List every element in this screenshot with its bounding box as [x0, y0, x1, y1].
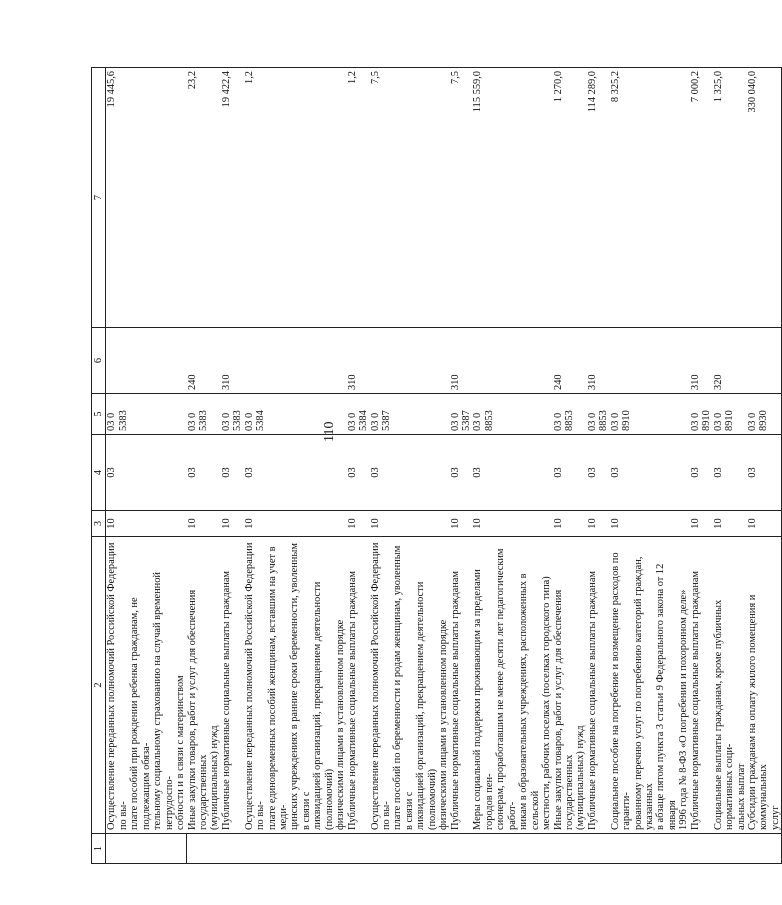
cell-section-code: 10 [553, 510, 587, 536]
cell-subsection-code: 03 [747, 434, 782, 510]
cell-amount: 114 289,0 [587, 67, 610, 327]
cell-expense-type-code [370, 327, 450, 393]
cell-amount: 7,5 [370, 67, 450, 327]
cell-empty [221, 834, 244, 864]
cell-section-code: 10 [450, 510, 473, 536]
cell-section-code: 10 [244, 510, 347, 536]
cell-subsection-code: 03 [370, 434, 450, 510]
cell-empty [747, 834, 782, 864]
cell-amount: 1 325,0 [713, 67, 747, 327]
table-row [244, 67, 347, 863]
cell-target-article-code: 03 0 5384 [347, 393, 370, 434]
cell-target-article-code: 03 0 5387 [450, 393, 473, 434]
cell-section-code: 10 [221, 510, 244, 536]
cell-subsection-code: 03 [106, 434, 187, 510]
cell-row-name: Социальные выплаты гражданам, кроме публичных нормативных соци- альных выплат [713, 536, 747, 833]
cell-expense-type-code [610, 327, 690, 393]
cell-amount: 8 325,2 [610, 67, 690, 327]
table-row [106, 67, 187, 863]
cell-amount: 330 040,0 [747, 67, 782, 327]
cell-empty [106, 834, 187, 864]
table-row [610, 67, 690, 863]
cell-empty [347, 834, 370, 864]
cell-subsection-code: 03 [587, 434, 610, 510]
cell-subsection-code: 03 [713, 434, 747, 510]
cell-section-code: 10 [713, 510, 747, 536]
cell-empty [370, 834, 450, 864]
cell-empty [450, 834, 473, 864]
cell-section-code: 10 [690, 510, 713, 536]
cell-target-article-code: 03 0 5387 [370, 393, 450, 434]
cell-row-name: Публичные нормативные социальные выплаты гражданам [690, 536, 713, 833]
cell-empty [610, 834, 690, 864]
cell-section-code: 10 [747, 510, 782, 536]
cell-row-name: Осуществление переданных полномочий Российской Федерации по вы- плате пособий по беременности и родам женщинам, уволенным в связи с ликвидацией организаций, прекращением деятельности (полномочий) физическими лицами в установленном порядке [370, 536, 450, 833]
cell-row-name: Иные закупки товаров, работ и услуг для обеспечения государственных (муниципальных) нужд [553, 536, 587, 833]
cell-target-article-code: 03 0 8930 [747, 393, 782, 434]
cell-target-article-code: 03 0 8853 [587, 393, 610, 434]
cell-expense-type-code: 310 [587, 327, 610, 393]
cell-subsection-code: 03 [553, 434, 587, 510]
cell-expense-type-code [472, 327, 552, 393]
table-row [347, 67, 370, 863]
cell-subsection-code: 03 [690, 434, 713, 510]
cell-amount: 1 270,0 [553, 67, 587, 327]
cell-target-article-code: 03 0 5383 [221, 393, 244, 434]
table-row [690, 67, 713, 863]
cell-target-article-code: 03 0 5383 [106, 393, 187, 434]
table-header-cell: 6 [92, 327, 106, 393]
table-row [472, 67, 552, 863]
table-row [370, 67, 450, 863]
table-body [106, 67, 782, 863]
table-header-cell: 3 [92, 510, 106, 536]
cell-section-code: 10 [610, 510, 690, 536]
table-row [221, 67, 244, 863]
cell-target-article-code: 03 0 5383 [187, 393, 221, 434]
cell-empty [244, 834, 347, 864]
table-header-cell: 4 [92, 434, 106, 510]
cell-amount: 7 000,2 [690, 67, 713, 327]
cell-expense-type-code: 240 [553, 327, 587, 393]
cell-empty [553, 834, 587, 864]
cell-section-code: 10 [187, 510, 221, 536]
cell-expense-type-code: 320 [713, 327, 747, 393]
table-row [713, 67, 747, 863]
cell-expense-type-code [747, 327, 782, 393]
cell-row-name: Осуществление переданных полномочий Российской Федерации по вы- плате единовременных пособий женщинам, вставшим на учет в меди- цинских учреждениях в ранние сроки беременности, уволенным в связи с ликвидацией организаций, прекращением деятельности (полномочий) физическими лицами в установленном порядке [244, 536, 347, 833]
cell-subsection-code: 03 [347, 434, 370, 510]
table-row [747, 67, 782, 863]
cell-row-name: Социальное пособие на погребение и возмещение расходов по гаранти- рованному перечню услуг по погребению категорий граждан, указанных в абзаце пятом пункта 3 статьи 9 Федерального закона от 12 января 1996 года № 8-ФЗ «О погребении и похоронном деле» [610, 536, 690, 833]
cell-target-article-code: 03 0 8910 [690, 393, 713, 434]
cell-expense-type-code: 310 [221, 327, 244, 393]
table-header-cell: 7 [92, 67, 106, 327]
table-row [187, 67, 221, 863]
cell-amount: 19 422,4 [221, 67, 244, 327]
cell-amount: 1,2 [244, 67, 347, 327]
cell-empty [187, 834, 221, 864]
cell-row-name: Публичные нормативные социальные выплаты гражданам [450, 536, 473, 833]
cell-row-name: Осуществление переданных полномочий Российской Федерации по вы- плате пособий при рождении ребенка гражданам, не подлежащим обяза- тельному социальному страхованию на случай временной нетрудоспо- собности и в связи с материнством [106, 536, 187, 833]
cell-subsection-code: 03 [450, 434, 473, 510]
cell-subsection-code: 03 [187, 434, 221, 510]
cell-row-name: Публичные нормативные социальные выплаты гражданам [221, 536, 244, 833]
table-header-row [92, 67, 106, 863]
cell-amount: 23,2 [187, 67, 221, 327]
table-row [450, 67, 473, 863]
table-header-cell: 5 [92, 393, 106, 434]
cell-row-name: Публичные нормативные социальные выплаты гражданам [587, 536, 610, 833]
cell-target-article-code: 03 0 8910 [713, 393, 747, 434]
cell-expense-type-code: 240 [187, 327, 221, 393]
cell-subsection-code: 03 [472, 434, 552, 510]
cell-section-code: 10 [472, 510, 552, 536]
cell-section-code: 10 [587, 510, 610, 536]
cell-expense-type-code: 310 [690, 327, 713, 393]
cell-expense-type-code [106, 327, 187, 393]
cell-amount: 1,2 [347, 67, 370, 327]
cell-subsection-code: 03 [221, 434, 244, 510]
cell-amount: 19 445,6 [106, 67, 187, 327]
table-row [553, 67, 587, 863]
cell-row-name: Иные закупки товаров, работ и услуг для обеспечения государственных (муниципальных) нужд [187, 536, 221, 833]
cell-target-article-code: 03 0 8910 [610, 393, 690, 434]
cell-empty [587, 834, 610, 864]
cell-target-article-code: 03 0 8853 [472, 393, 552, 434]
rotated-page-content [91, 68, 781, 864]
cell-row-name: Публичные нормативные социальные выплаты гражданам [347, 536, 370, 833]
cell-empty [690, 834, 713, 864]
cell-section-code: 10 [106, 510, 187, 536]
cell-section-code: 10 [347, 510, 370, 536]
cell-expense-type-code: 310 [450, 327, 473, 393]
cell-empty [472, 834, 552, 864]
budget-table [91, 67, 782, 864]
cell-subsection-code: 03 [610, 434, 690, 510]
cell-row-name: Меры социальной поддержки проживающим за пределами городов пен- сионерам, проработавшим не менее десяти лет педагогическим работ- никам в образовательных учреждениях, расположенных в сельской местности, рабочих поселках (поселках городского типа) [472, 536, 552, 833]
cell-subsection-code: 03 [244, 434, 347, 510]
cell-expense-type-code [244, 327, 347, 393]
table-header-cell: 1 [92, 834, 106, 864]
cell-row-name: Субсидии гражданам на оплату жилого помещения и коммунальных услуг [747, 536, 782, 833]
cell-target-article-code: 03 0 5384 [244, 393, 347, 434]
cell-expense-type-code: 310 [347, 327, 370, 393]
cell-section-code: 10 [370, 510, 450, 536]
cell-amount: 7,5 [450, 67, 473, 327]
table-header-cell: 2 [92, 536, 106, 833]
cell-empty [713, 834, 747, 864]
table-row [587, 67, 610, 863]
cell-amount: 115 559,0 [472, 67, 552, 327]
page-number: 110 [322, 421, 337, 442]
cell-target-article-code: 03 0 8853 [553, 393, 587, 434]
